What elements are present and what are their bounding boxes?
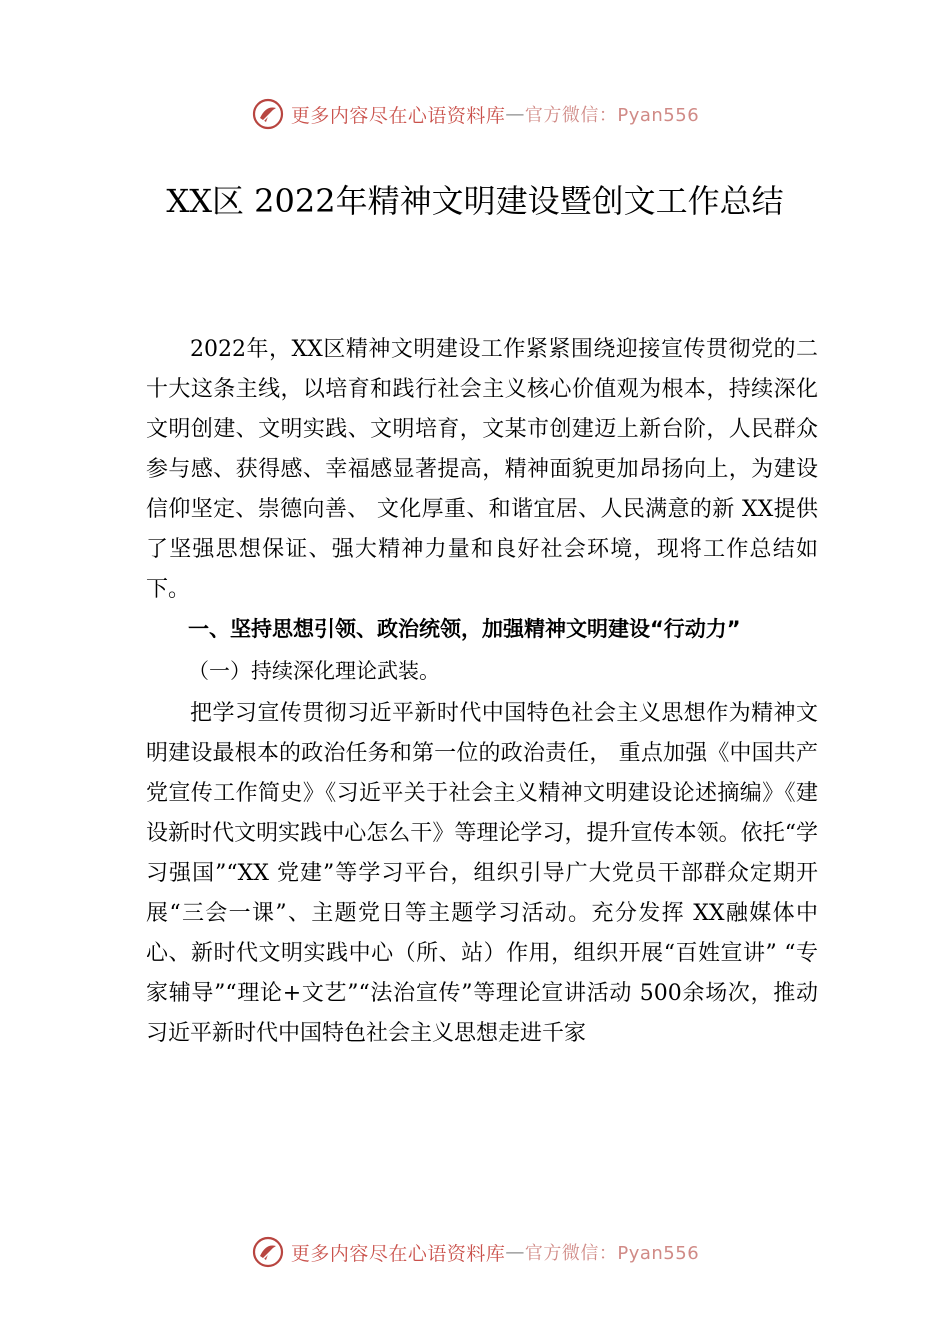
watermark-wechat: 官方微信：Pyan556 <box>524 105 700 126</box>
watermark-banner-bottom <box>0 1232 950 1272</box>
watermark-banner-top <box>0 94 950 134</box>
watermark-separator: — <box>505 1241 525 1263</box>
section-heading-1: 一、坚持思想引领、政治统领，加强精神文明建设“行动力” <box>188 617 741 641</box>
watermark-wechat: 官方微信：Pyan556 <box>524 1243 700 1264</box>
watermark-brand: 更多内容尽在心语资料库 <box>290 104 506 127</box>
watermark-brand: 更多内容尽在心语资料库 <box>290 1242 506 1265</box>
document-body <box>146 330 818 1054</box>
subsection-paragraph-1: 把学习宣传贯彻习近平新时代中国特色社会主义思想作为精神文明建设最根本的政治任务和第一位的政治责任， 重点加强《中国共产党宣传工作简史》《习近平关于社会主义精神文明建设论述摘编》《建设新时代文明实践中心怎么干》等理论学习，提升宣传本领。依托“学习强国”“XX 党建”等学习平台，组织引导广大党员干部群众定期开展“三会一课”、主题党日等主题学习活动。充分发挥 XX融媒体中心、新时代文明实践中心（所、站）作用，组织开展“百姓宣讲” “专家辅导”“理论+文艺”“法治宣传”等理论宣讲活动 500余场次，推动习近平新时代中国特色社会主义思想走进千家 <box>146 701 818 1046</box>
document-title: XX区 2022年精神文明建设暨创文工作总结 <box>166 182 784 220</box>
intro-paragraph: 2022年，XX区精神文明建设工作紧紧围绕迎接宣传贯彻党的二十大这条主线，以培育和践行社会主义核心价值观为根本，持续深化文明创建、文明实践、文明培育，文某市创建迈上新台阶，人民群众参与感、获得感、幸福感显著提高，精神面貌更加昂扬向上，为建设信仰坚定、崇德向善、 文化厚重、和谐宜居、人民满意的新 XX提供了坚强思想保证、强大精神力量和良好社会环境，现将工作总结如下。 <box>146 337 818 602</box>
subsection-heading-1: （一）持续深化理论武装。 <box>188 659 440 683</box>
watermark-separator: — <box>505 103 525 125</box>
brand-logo-icon <box>251 97 285 131</box>
brand-logo-icon <box>251 1235 285 1269</box>
